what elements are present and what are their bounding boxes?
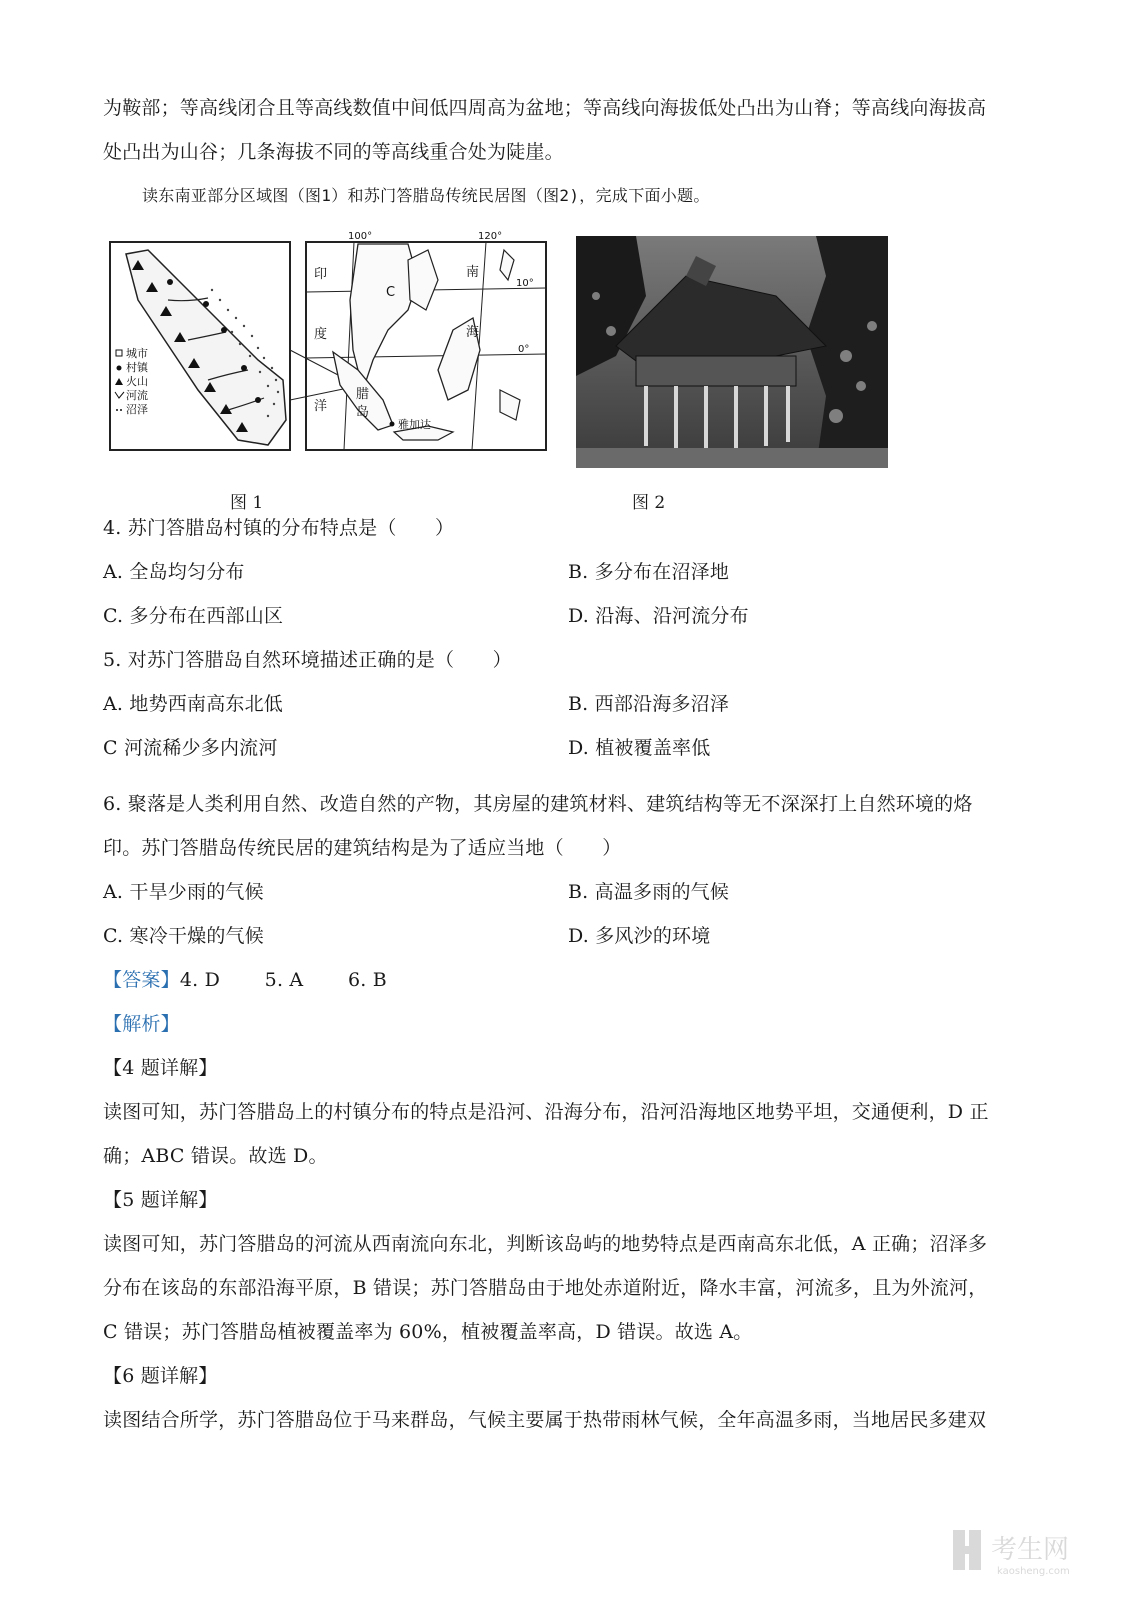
question-stem: 4. 苏门答腊岛村镇的分布特点是（ ） [103,517,455,539]
answer-line [103,968,387,992]
text-line: 为鞍部；等高线闭合且等高线数值中间低四周高为盆地；等高线向海拔低处凸出为山脊；等高线向海拔高 [103,97,987,119]
option: D. 沿海、沿河流分布 [568,605,749,627]
figure-1-map [108,231,548,460]
label-indian-ocean-3: 洋 [314,399,328,414]
label-lat-10: 10° [516,278,534,289]
option: B. 西部沿海多沼泽 [568,693,730,715]
label-indian-ocean-1: 印 [314,267,328,282]
svg-text:沼泽: 沼泽 [126,403,148,416]
label-lon-100: 100° [348,231,373,242]
question-intro: 读东南亚部分区域图（图1）和苏门答腊岛传统民居图（图2)，完成下面小题。 [142,186,710,205]
question-stem: 印。苏门答腊岛传统民居的建筑结构是为了适应当地（ ） [103,837,622,859]
answer-values: 4. D 5. A 6. B [179,969,387,991]
watermark-name: 考生网 [991,1535,1070,1565]
analysis-text: 读图结合所学，苏门答腊岛位于马来群岛，气候主要属于热带雨林气候，全年高温多雨，当地居民多建双 [103,1409,987,1431]
watermark-url: kaosheng.com [997,1566,1070,1577]
house-body [636,356,796,386]
option: B. 高温多雨的气候 [568,881,730,903]
label-c: C [386,285,396,300]
option: D. 多风沙的环境 [568,925,711,947]
option: A. 干旱少雨的气候 [103,881,264,903]
option: C 河流稀少多内流河 [103,737,278,759]
label-lon-120: 120° [478,231,503,242]
label-indian-ocean-2: 度 [314,327,328,342]
svg-text:城市: 城市 [126,347,148,360]
answer-label: 【答案】 [103,969,180,991]
option: B. 多分布在沼泽地 [568,561,730,583]
analysis-heading: 【4 题详解】 [103,1057,218,1079]
analysis-text: 读图可知，苏门答腊岛上的村镇分布的特点是沿河、沿海分布，沿河沿海地区地势平坦，交通便利，D 正 [103,1101,989,1123]
analysis-text: 读图可知，苏门答腊岛的河流从西南流向东北，判断该岛屿的地势特点是西南高东北低，A 正确；沼泽多 [103,1233,988,1255]
svg-text:火山: 火山 [126,375,148,388]
watermark-logo [951,1524,1101,1578]
analysis-text: 分布在该岛的东部沿海平原，B 错误；苏门答腊岛由于地处赤道附近，降水丰富，河流多，且为外流河， [103,1277,988,1299]
label-south-sea-2: 海 [466,325,480,340]
option: A. 地势西南高东北低 [103,693,284,715]
label-south-sea-1: 南 [466,265,480,280]
option: A. 全岛均匀分布 [103,561,245,583]
option: C. 寒冷干燥的气候 [103,925,264,947]
label-jakarta: 雅加达 [398,418,431,431]
label-lat-0: 0° [518,344,530,355]
analysis-heading: 【5 题详解】 [103,1189,218,1211]
label-sumatra-1: 腊 [356,387,370,402]
analysis-text: C 错误；苏门答腊岛植被覆盖率为 60%，植被覆盖率高，D 错误。故选 A。 [103,1321,753,1343]
figure-2-caption: 图 2 [632,493,666,513]
svg-text:河流: 河流 [126,389,148,402]
option: C. 多分布在西部山区 [103,605,284,627]
question-stem: 5. 对苏门答腊岛自然环境描述正确的是（ ） [103,649,512,671]
analysis-label: 【解析】 [103,1013,180,1035]
figure-1-caption: 图 1 [230,493,264,513]
analysis-heading: 【6 题详解】 [103,1365,218,1387]
question-stem: 6. 聚落是人类利用自然、改造自然的产物，其房屋的建筑材料、建筑结构等无不深深打上自然环境的烙 [103,793,973,815]
figure-2-photo [576,236,888,468]
option: D. 植被覆盖率低 [568,737,711,759]
text-line: 处凸出为山谷；几条海拔不同的等高线重合处为陡崖。 [103,141,564,163]
svg-text:村镇: 村镇 [126,361,148,374]
analysis-text: 确；ABC 错误。故选 D。 [103,1145,328,1167]
label-sumatra-2: 岛 [356,405,370,420]
